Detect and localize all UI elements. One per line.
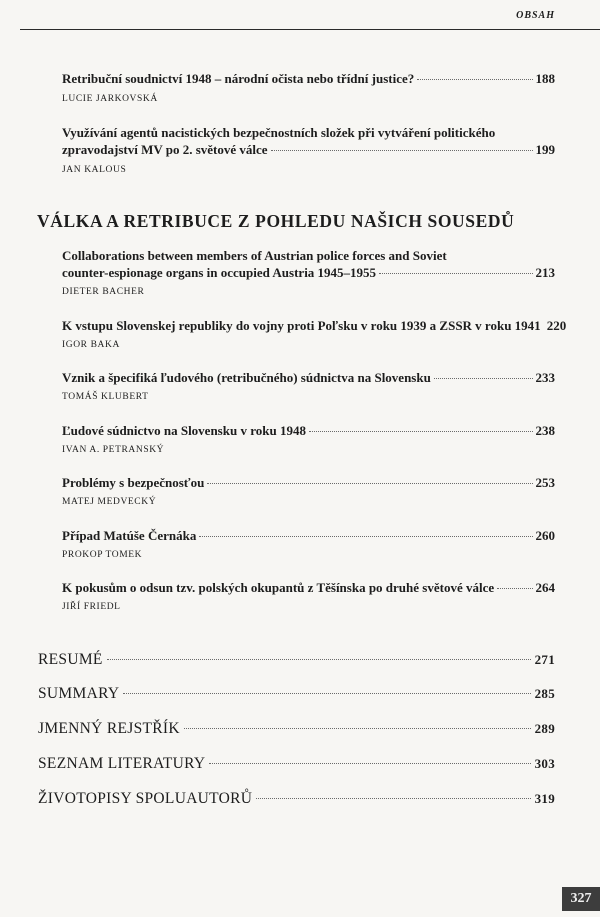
- main-entry-page: 271: [534, 652, 555, 667]
- entry-author: TOMÁŠ KLUBERT: [62, 392, 149, 402]
- entry-title: Problémy s bezpečnosťou: [62, 475, 205, 490]
- dot-leader: [434, 378, 533, 379]
- entry-author: IVAN A. PETRANSKÝ: [62, 445, 165, 455]
- main-entry-title: SEZNAM LITERATURY: [38, 755, 206, 772]
- entry-title: K vstupu Slovenskej republiky do vojny proti Poľsku v roku 1939 a ZSSR v roku 1941: [62, 318, 541, 333]
- main-entry-page: 303: [534, 756, 555, 771]
- running-head: OBSAH: [516, 10, 555, 21]
- toc-entry[interactable]: [62, 265, 555, 281]
- entry-author: JAN KALOUS: [62, 165, 127, 175]
- entry-page: 260: [535, 528, 555, 543]
- dot-leader: [123, 693, 530, 694]
- toc-entry[interactable]: [62, 528, 555, 544]
- toc-entry[interactable]: [62, 318, 567, 334]
- entry-page: 253: [535, 475, 555, 490]
- main-entry-page: 319: [534, 791, 555, 806]
- dot-leader: [309, 431, 533, 432]
- dot-leader: [199, 536, 532, 537]
- dot-leader: [256, 798, 530, 799]
- entry-author: MATEJ MEDVECKÝ: [62, 497, 157, 507]
- main-entry-title: RESUMÉ: [38, 651, 103, 668]
- main-entry-title: JMENNÝ REJSTŘÍK: [38, 720, 180, 737]
- entry-title-line1[interactable]: Využívání agentů nacistických bezpečnostních složek při vytváření politického: [62, 125, 496, 140]
- dot-leader: [417, 79, 532, 80]
- entry-page: 238: [535, 423, 555, 438]
- toc-entry[interactable]: [62, 423, 555, 439]
- toc-entry[interactable]: [62, 370, 555, 386]
- toc-main-entry[interactable]: [38, 650, 555, 669]
- dot-leader: [209, 763, 530, 764]
- entry-page: 233: [535, 370, 555, 385]
- entry-author: DIETER BACHER: [62, 287, 145, 297]
- toc-entry[interactable]: [62, 71, 555, 87]
- toc-entry[interactable]: [62, 580, 555, 596]
- dot-leader: [207, 483, 532, 484]
- entry-page: 264: [535, 580, 555, 595]
- entry-title: Vznik a špecifiká ľudového (retribučného) súdnictva na Slovensku: [62, 370, 431, 385]
- entry-page: 199: [535, 142, 555, 157]
- main-entry-page: 285: [534, 686, 555, 701]
- entry-title: Ľudové súdnictvo na Slovensku v roku 1948: [62, 423, 306, 438]
- main-entry-page: 289: [534, 721, 555, 736]
- dot-leader: [497, 588, 532, 589]
- toc-main-entry[interactable]: [38, 754, 555, 773]
- dot-leader: [271, 150, 533, 151]
- entry-page: 188: [535, 71, 555, 86]
- entry-author: IGOR BAKA: [62, 340, 120, 350]
- toc-main-entry[interactable]: [38, 684, 555, 703]
- section-heading: VÁLKA A RETRIBUCE Z POHLEDU NAŠICH SOUSEDŮ: [37, 211, 515, 231]
- main-entry-title: ŽIVOTOPISY SPOLUAUTORŮ: [38, 790, 253, 807]
- entry-page: 213: [535, 265, 555, 280]
- toc-main-entry[interactable]: [38, 719, 555, 738]
- entry-title-line2: zpravodajství MV po 2. světové válce: [62, 142, 268, 157]
- entry-author: PROKOP TOMEK: [62, 550, 143, 560]
- toc-entry[interactable]: [62, 142, 555, 158]
- main-entry-title: SUMMARY: [38, 685, 120, 702]
- entry-title: K pokusům o odsun tzv. polských okupantů z Těšínska po druhé světové válce: [62, 580, 495, 595]
- entry-title-line1[interactable]: Collaborations between members of Austrian police forces and Soviet: [62, 248, 447, 263]
- entry-title: Retribuční soudnictví 1948 – národní očista nebo třídní justice?: [62, 71, 415, 86]
- page-number: 327: [562, 887, 600, 911]
- entry-title-line2: counter-espionage organs in occupied Austria 1945–1955: [62, 265, 377, 280]
- entry-title: Případ Matúše Černáka: [62, 528, 197, 543]
- entry-page: 220: [546, 318, 567, 333]
- dot-leader: [184, 728, 531, 729]
- dot-leader: [379, 273, 532, 274]
- entry-author: LUCIE JARKOVSKÁ: [62, 94, 158, 104]
- header-rule: [20, 29, 600, 30]
- dot-leader: [107, 659, 531, 660]
- entry-author: JIŘÍ FRIEDL: [62, 602, 121, 612]
- toc-entry[interactable]: [62, 475, 555, 491]
- toc-main-entry[interactable]: [38, 789, 555, 808]
